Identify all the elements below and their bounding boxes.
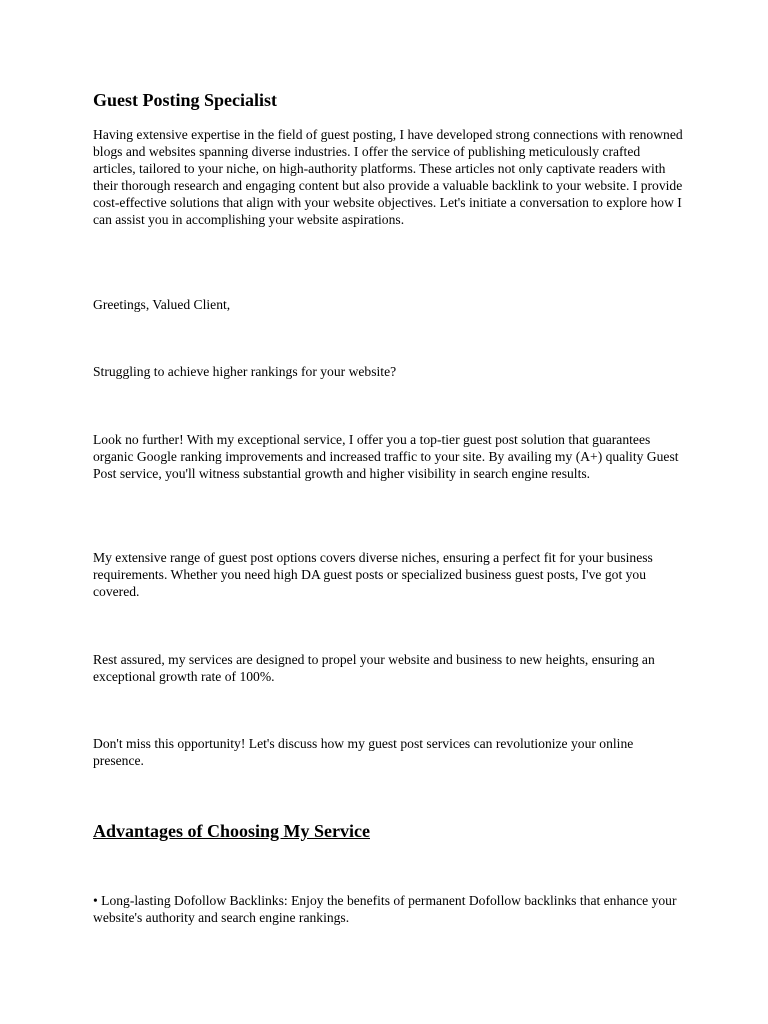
advantage-bullet-item: • Long-lasting Dofollow Backlinks: Enjoy the benefits of permanent Dofollow backlinks that enhance your website's authority and search engine rankings. — [93, 893, 677, 925]
look-further-paragraph: Look no further! With my exceptional service, I offer you a top-tier guest post solution that guarantees organic Google ranking improvements and increased traffic to your site. By availing my (A+) quality Guest Post service, you'll witness substantial growth and higher visibility in search engine results. — [93, 432, 679, 481]
range-paragraph: My extensive range of guest post options covers diverse niches, ensuring a perfect fit for your business requirements. Whether you need high DA guest posts or specialized business guest posts, I've got you covered. — [93, 550, 653, 599]
question-paragraph: Struggling to achieve higher rankings for your website? — [93, 364, 397, 379]
intro-paragraph: Having extensive expertise in the field of guest posting, I have developed strong connections with renowned blogs and websites spanning diverse industries. I offer the service of publishing meticulously crafted articles, tailored to your niche, on high-authority platforms. These articles not only captivate readers with their thorough research and engaging content but also provide a valuable backlink to your website. I provide cost-effective solutions that align with your website objectives. Let's initiate a conversation to explore how I can assist you in accomplishing your website aspirations. — [93, 127, 683, 227]
advantages-heading: Advantages of Choosing My Service — [93, 821, 370, 841]
greeting-paragraph: Greetings, Valued Client, — [93, 297, 231, 312]
rest-assured-paragraph: Rest assured, my services are designed to propel your website and business to new heights, ensuring an exceptional growth rate of 100%. — [93, 652, 655, 684]
document-title: Guest Posting Specialist — [93, 90, 278, 110]
dont-miss-paragraph: Don't miss this opportunity! Let's discuss how my guest post services can revolutionize your online presence. — [93, 736, 634, 768]
